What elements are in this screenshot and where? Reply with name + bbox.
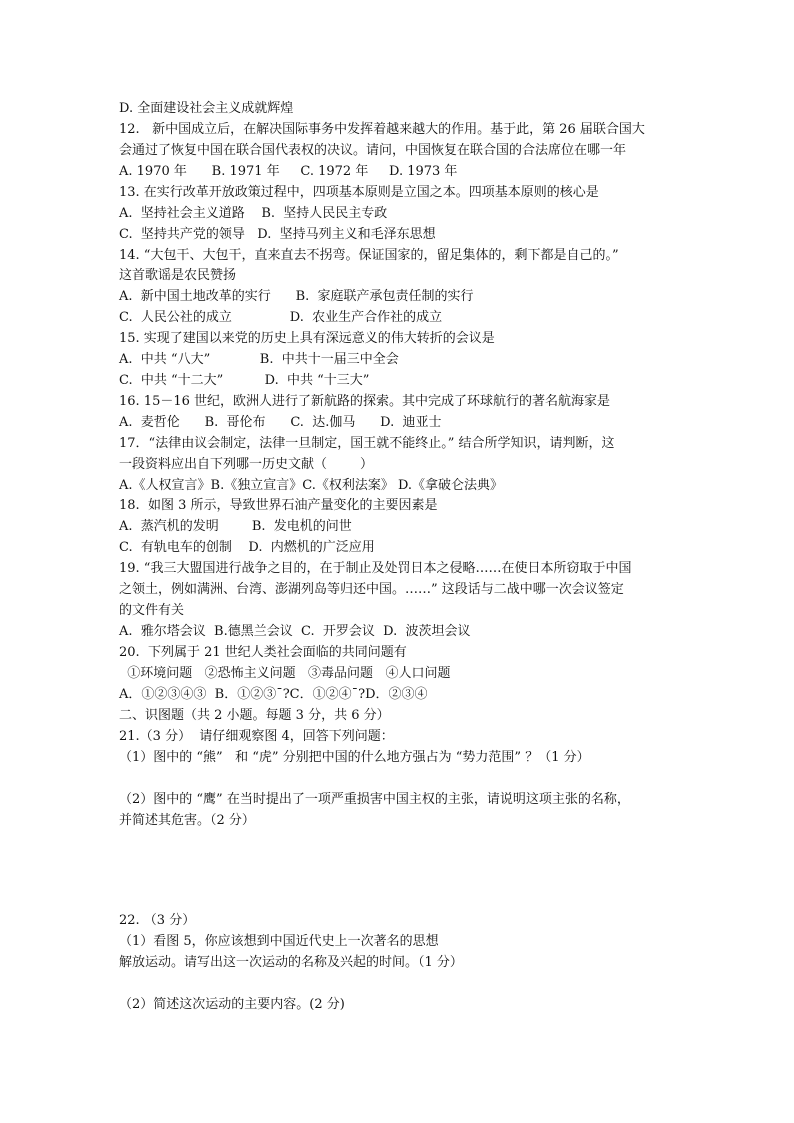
q20-stem: 20. 下列属于 21 世纪人类社会面临的共同问题有 [119, 645, 407, 660]
q14-options-ab: A. 新中国土地改革的实行 B. 家庭联产承包责任制的实行 [119, 289, 474, 304]
q12-options: A. 1970 年 B. 1971 年 C. 1972 年 D. 1973 年 [119, 164, 458, 179]
q22-sub1-line1: （1）看图 5，你应该想到中国近代史上一次著名的思想 [119, 934, 439, 949]
q15-options-cd: C. 中共 “十二大” D. 中共 “十三大” [119, 373, 370, 388]
q17-options: A.《人权宣言》B.《独立宣言》C.《权利法案》 D.《拿破仑法典》 [119, 478, 504, 493]
q13-stem: 13. 在实行改革开放政策过程中，四项基本原则是立国之本。四项基本原则的核心是 [119, 185, 599, 200]
q19-stem-line2: 之领土，例如满洲、台湾、澎湖列岛等归还中国。……” 这段话与二战中哪一次会议签定 [119, 582, 624, 597]
q22-sub1-line2: 解放运动。请写出这一次运动的名称及兴起的时间。（1 分） [119, 955, 463, 970]
q18-options-ab: A. 蒸汽机的发明 B. 发电机的问世 [119, 519, 352, 534]
q15-options-ab: A. 中共 “八大” B. 中共十一届三中全会 [119, 352, 399, 367]
q12-stem-line1: 12. 新中国成立后，在解决国际事务中发挥着越来越大的作用。基于此，第 26 届联合国大 [119, 122, 645, 137]
q18-options-cd: C. 有轨电车的创制 D. 内燃机的广泛应用 [119, 540, 375, 555]
q21-sub2-line1: （2）图中的 “鹰” 在当时提出了一项严重损害中国主权的主张，请说明这项主张的名称， [119, 792, 630, 807]
q19-options: A. 雅尔塔会议 B.德黑兰会议 C. 开罗会议 D. 波茨坦会议 [119, 624, 471, 639]
q14-options-cd: C. 人民公社的成立 D. 农业生产合作社的成立 [119, 310, 443, 325]
q18-stem: 18. 如图 3 所示，导致世界石油产量变化的主要因素是 [119, 498, 438, 513]
q20-options: A．①②③④③ B．①②③¯?C．①②④¯?D．②③④ [119, 687, 428, 702]
q17-stem-line1: 17．“法律由议会制定，法律一旦制定，国王就不能终止。” 结合所学知识，请判断，这 [119, 436, 615, 451]
q17-stem-line2: 一段资料应出自下列哪一历史文献（ ） [119, 457, 374, 472]
q14-stem-line1: 14. “大包干、大包干，直来直去不拐弯。保证国家的，留足集体的，剩下都是自己的。” [119, 248, 619, 263]
q19-stem-line1: 19. “我三大盟国进行战争之目的，在于制止及处罚日本之侵略……在使日本所窃取于中国 [119, 561, 632, 576]
q22-sub2: （2）简述这次运动的主要内容。(2 分) [119, 997, 345, 1012]
q21-sub2-line2: 并简述其危害。（2 分） [119, 813, 255, 828]
q21-sub1: （1）图中的 “熊” 和 “虎” 分别把中国的什么地方强占为 “势力范围” ？（1 分） [119, 750, 590, 765]
q13-options-cd: C. 坚持共产党的领导 D. 坚持马列主义和毛泽东思想 [119, 227, 436, 242]
section-heading: 二、识图题（共 2 小题。每题 3 分，共 6 分） [119, 708, 390, 723]
q11-option-d: D. 全面建设社会主义成就辉煌 [119, 101, 294, 116]
q16-options: A. 麦哲伦 B. 哥伦布 C. 达.伽马 D. 迪亚士 [119, 415, 442, 430]
q13-options-ab: A. 坚持社会主义道路 B. 坚持人民民主专政 [119, 206, 388, 221]
q14-stem-line2: 这首歌谣是农民赞扬 [119, 268, 237, 283]
q19-stem-line3: 的文件有关 [119, 603, 185, 618]
q21-stem: 21.（3 分） 请仔细观察图 4，回答下列问题： [119, 729, 394, 744]
q15-stem: 15. 实现了建国以来党的历史上具有深远意义的伟大转折的会议是 [119, 331, 495, 346]
q16-stem: 16. 15－16 世纪，欧洲人进行了新航路的探索。其中完成了环球航行的著名航海家是 [119, 394, 611, 409]
q12-stem-line2: 会通过了恢复中国在联合国代表权的决议。请问，中国恢复在联合国的合法席位在哪一年 [119, 143, 627, 158]
q22-stem: 22. （3 分） [119, 913, 196, 928]
q20-items: ①环境问题 ②恐怖主义问题 ③毒品问题 ④人口问题 [119, 666, 451, 681]
